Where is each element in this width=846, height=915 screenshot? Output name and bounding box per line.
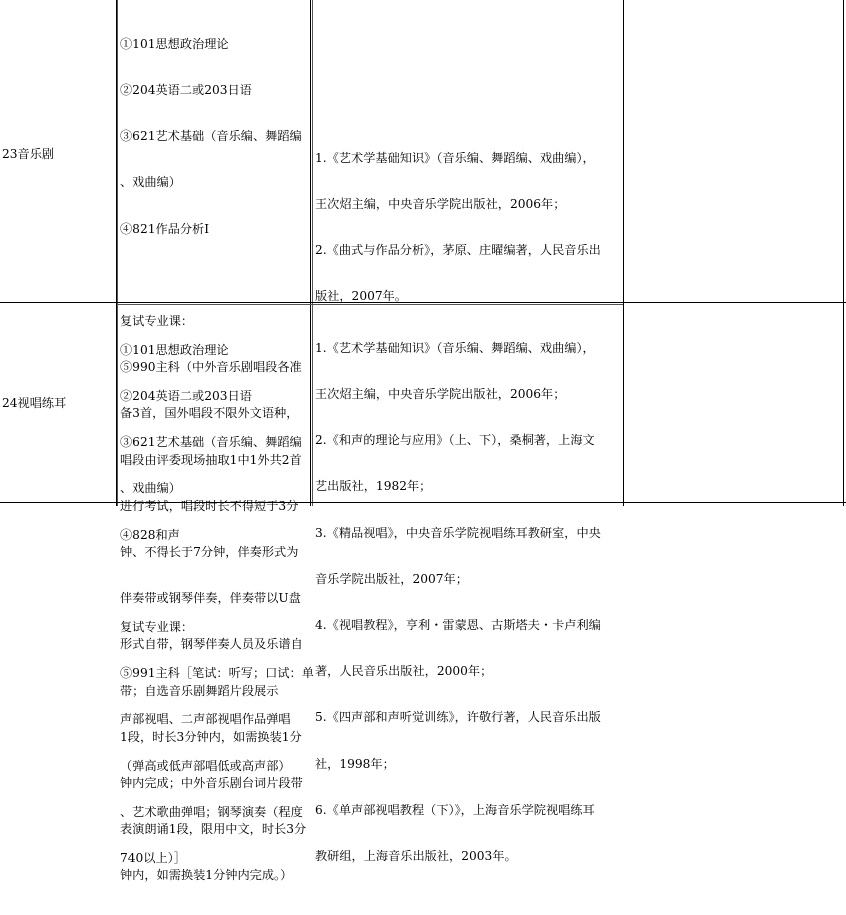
exam-subject-line: ②204英语二或203日语	[120, 83, 252, 98]
exam-subjects-cell	[120, 312, 314, 897]
exam-subject-line: 钟内完成；中外音乐剧台词片段带	[120, 776, 303, 791]
reference-line: 社，1998年；	[315, 756, 395, 771]
blank-line	[120, 268, 306, 283]
reference-line: 王次炤主编，中央音乐学院出版社，2006年；	[315, 197, 566, 212]
exam-subject-line: 740以上）］	[120, 851, 186, 866]
exam-subject-line: 复试专业课：	[120, 314, 194, 329]
exam-subject-line: ④821作品分析Ⅰ	[120, 221, 210, 236]
exam-subject-line: 伴奏带或钢琴伴奏，伴奏带以U盘	[120, 591, 301, 606]
exam-subject-line: （弹高或低声部唱低或高声部）	[120, 758, 291, 773]
reference-line: 版社，2007年。	[315, 289, 407, 304]
exam-subject-line: 、艺术歌曲弹唱；钢琴演奏（程度	[120, 804, 303, 819]
blank-line	[120, 574, 314, 589]
reference-line: 5.《四声部和声听觉训练》，许敬行著，人民音乐出版	[315, 710, 601, 725]
reference-line: 2.《和声的理论与应用》（上、下），桑桐著，上海文	[315, 433, 595, 448]
reference-line: 2.《曲式与作品分析》，茅原、庄曜编著，人民音乐出	[315, 243, 601, 258]
references-cell	[315, 120, 601, 336]
exam-subject-line: 钟内，如需换装1分钟内完成。）	[120, 868, 293, 883]
column-divider	[623, 0, 624, 506]
exam-subject-line: 形式自带，钢琴伴奏人员及乐谱自	[120, 637, 303, 652]
exam-subject-line: 、戏曲编）	[120, 175, 181, 190]
exam-subject-line: ④828和声	[120, 527, 180, 542]
exam-subject-line: ③621艺术基础（音乐编、舞蹈编	[120, 129, 302, 144]
exam-subject-line: 带；自选音乐剧舞蹈片段展示	[120, 683, 279, 698]
exam-subject-line: ⑤990主科（中外音乐剧唱段各准	[120, 360, 302, 375]
reference-line: 著，人民音乐出版社，2000年；	[315, 664, 493, 679]
reference-line: 艺出版社，1982年；	[315, 479, 432, 494]
exam-subject-line: 复试专业课：	[120, 620, 194, 635]
column-divider	[117, 0, 118, 506]
reference-line: 4.《视唱教程》，亨利・雷蒙恩、古斯塔夫・卡卢利编	[315, 618, 601, 633]
exam-subject-line: ①101思想政治理论	[120, 36, 229, 51]
exam-subject-line: 表演朗诵1段，限用中文，时长3分	[120, 822, 307, 837]
exam-subject-line: ⑤991主科［笔试：听写；口试：单	[120, 666, 314, 681]
exam-subject-line: ③621艺术基础（音乐编、舞蹈编	[120, 435, 302, 450]
reference-line: 音乐学院出版社，2007年；	[315, 571, 468, 586]
references-cell	[315, 310, 601, 895]
reference-line: 3.《精品视唱》，中央音乐学院视唱练耳教研室，中央	[315, 525, 601, 540]
program-name: 23音乐剧	[2, 147, 55, 161]
exam-subject-line: 备3首，国外唱段不限外文语种，	[120, 406, 299, 421]
exam-subject-line: ②204英语二或203日语	[120, 389, 252, 404]
reference-line: 1.《艺术学基础知识》（音乐编、舞蹈编、戏曲编），	[315, 150, 595, 165]
exam-subject-line: 钟、不得长于7分钟，伴奏形式为	[120, 545, 299, 560]
column-divider	[843, 0, 844, 506]
reference-line: 教研组，上海音乐出版社，2003年。	[315, 849, 517, 864]
reference-line: 王次炤主编，中央音乐学院出版社，2006年；	[315, 387, 566, 402]
exam-subject-line: 、戏曲编）	[120, 481, 181, 496]
exam-subject-line: 进行考试，唱段时长不得短于3分	[120, 498, 299, 513]
program-name: 24视唱练耳	[2, 396, 67, 410]
reference-line: 6.《单声部视唱教程（下）》，上海音乐学院视唱练耳	[315, 802, 595, 817]
exam-subject-line: 声部视唱、二声部视唱作品弹唱	[120, 712, 291, 727]
exam-subject-line: ①101思想政治理论	[120, 342, 229, 357]
reference-line: 1.《艺术学基础知识》（音乐编、舞蹈编、戏曲编），	[315, 340, 595, 355]
exam-subject-line: 唱段由评委现场抽取1中1外共2首	[120, 452, 302, 467]
exam-subject-line: 1段，时长3分钟内，如需换装1分	[120, 729, 302, 744]
